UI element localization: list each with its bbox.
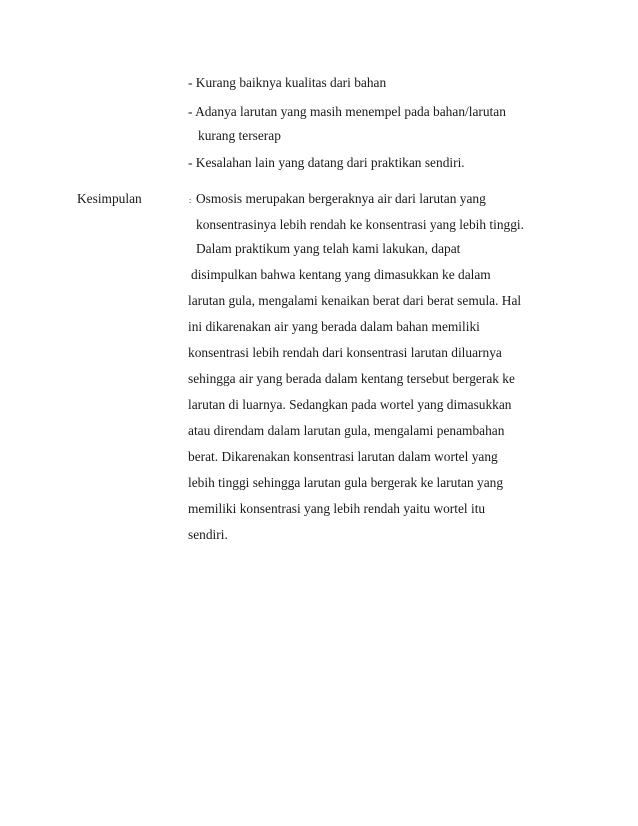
conclusion-line-13: memiliki konsentrasi yang lebih rendah yaitu wortel itu: [188, 501, 486, 516]
conclusion-line-5: larutan gula, mengalami kenaikan berat dari berat semula. Hal: [188, 293, 522, 308]
conclusion-line-14: sendiri.: [188, 527, 228, 542]
conclusion-line-6: ini dikarenakan air yang berada dalam bahan memiliki: [188, 319, 480, 334]
conclusion-line-3: Dalam praktikum yang telah kami lakukan, dapat: [196, 241, 461, 256]
conclusion-colon: :: [189, 196, 192, 205]
analysis-item-3: - Kesalahan lain yang datang dari praktikan sendiri.: [188, 155, 465, 170]
conclusion-line-8: sehingga air yang berada dalam kentang tersebut bergerak ke: [188, 371, 515, 386]
analysis-item-1: - Kurang baiknya kualitas dari bahan: [188, 75, 387, 90]
conclusion-line-4: disimpulkan bahwa kentang yang dimasukkan ke dalam: [191, 267, 491, 282]
conclusion-line-9: larutan di luarnya. Sedangkan pada wortel yang dimasukkan: [188, 397, 512, 412]
conclusion-line-12: lebih tinggi sehingga larutan gula bergerak ke larutan yang: [188, 475, 504, 490]
conclusion-label: Kesimpulan: [77, 191, 142, 206]
conclusion-line-11: berat. Dikarenakan konsentrasi larutan dalam wortel yang: [188, 449, 498, 464]
conclusion-line-1: Osmosis merupakan bergeraknya air dari larutan yang: [196, 191, 486, 206]
analysis-item-2-continued: kurang terserap: [198, 128, 281, 143]
conclusion-line-7: konsentrasi lebih rendah dari konsentrasi larutan diluarnya: [188, 345, 502, 360]
conclusion-line-10: atau direndam dalam larutan gula, mengalami penambahan: [188, 423, 505, 438]
analysis-item-2: - Adanya larutan yang masih menempel pada bahan/larutan: [188, 104, 506, 119]
conclusion-line-2: konsentrasinya lebih rendah ke konsentrasi yang lebih tinggi.: [196, 217, 524, 232]
